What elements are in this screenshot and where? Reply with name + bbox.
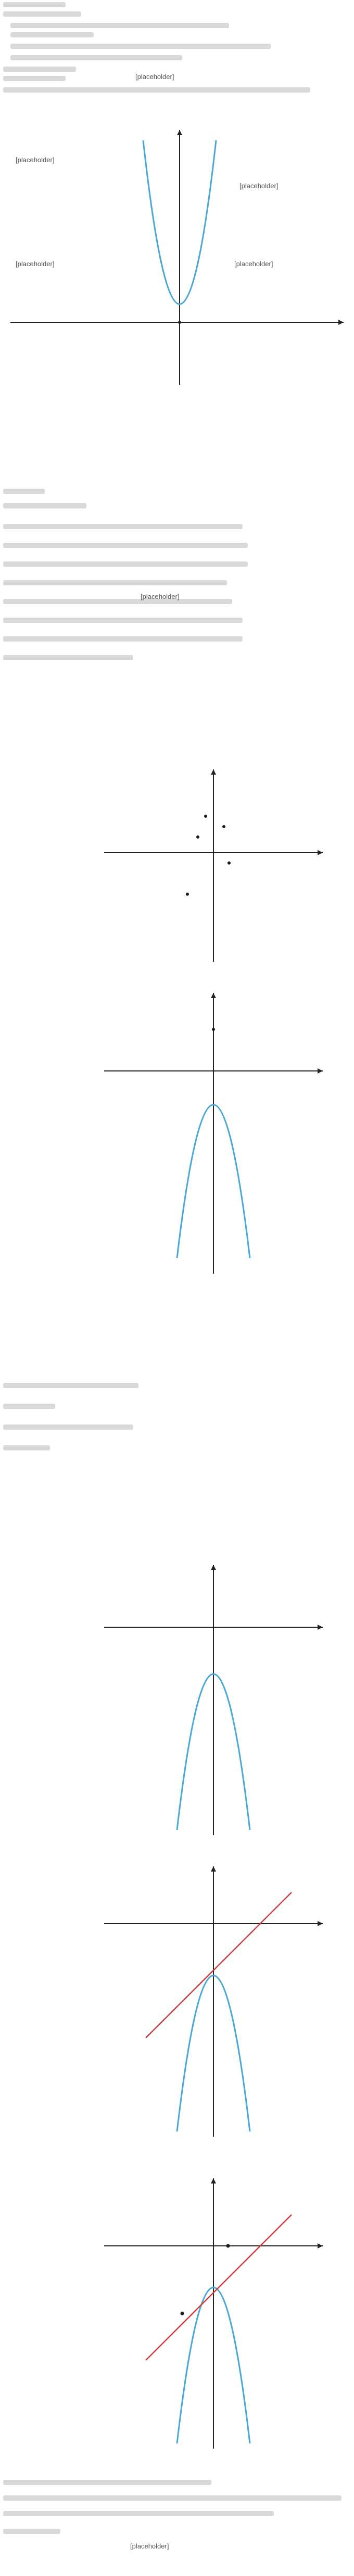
text-line <box>3 599 232 604</box>
placeholder-text: [placeholder] <box>141 593 180 600</box>
text-line <box>3 524 243 529</box>
placeholder-text: [placeholder] <box>130 2542 169 2550</box>
parabola-line <box>0 2163 354 2454</box>
text-line <box>3 2511 274 2516</box>
placeholder-text: [placeholder] <box>16 260 55 268</box>
text-line <box>3 489 45 494</box>
text-line <box>10 23 229 28</box>
text-line <box>3 636 243 642</box>
values-block <box>0 489 354 738</box>
placeholder-text: [placeholder] <box>135 73 174 81</box>
text-line <box>3 2529 60 2534</box>
conclusion-block <box>0 2480 354 2576</box>
text-line <box>10 32 94 37</box>
text-line <box>10 44 271 49</box>
text-line <box>3 1445 50 1450</box>
text-line <box>3 580 227 585</box>
placeholder-text: [placeholder] <box>16 156 55 164</box>
parabola-1 <box>0 967 354 1279</box>
y-arrow-icon <box>177 130 182 135</box>
origin-point <box>178 321 181 324</box>
parabola-3 <box>0 1851 354 2142</box>
text-line <box>3 561 248 567</box>
text-line <box>3 1383 138 1388</box>
scatter-points <box>0 738 354 967</box>
text-line <box>3 2480 211 2485</box>
text-line <box>3 503 86 508</box>
text-line <box>3 67 76 72</box>
placeholder-text: [placeholder] <box>239 182 279 190</box>
text-line <box>3 87 310 93</box>
text-line <box>3 2495 342 2501</box>
text-line <box>3 543 248 548</box>
text-line <box>3 2 66 7</box>
text-line <box>3 618 243 623</box>
text-line <box>3 655 133 660</box>
text-line <box>3 1404 55 1409</box>
text-line <box>3 76 66 81</box>
text-line <box>10 55 182 60</box>
placeholder-text: [placeholder] <box>234 260 273 268</box>
x-arrow-icon <box>338 320 344 325</box>
text-line <box>3 11 81 17</box>
parabola-2 <box>0 1549 354 1840</box>
text-line <box>3 1424 133 1430</box>
coordinate-plane-1 <box>0 104 354 395</box>
text-block-3 <box>0 1383 354 1487</box>
